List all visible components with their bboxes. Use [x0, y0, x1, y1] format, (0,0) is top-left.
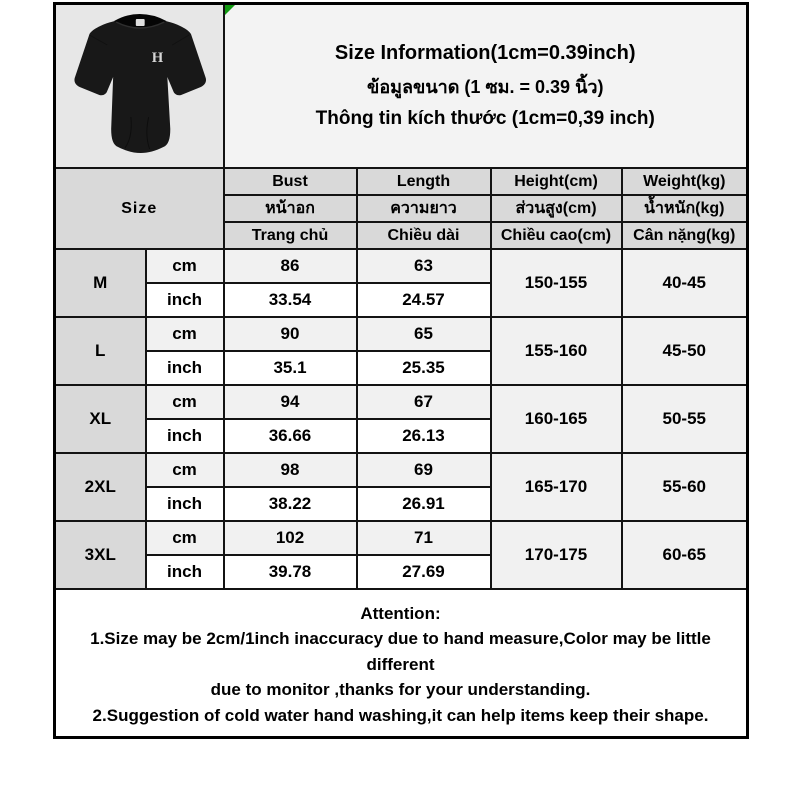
size-label: XL: [55, 385, 146, 453]
height-range: 165-170: [491, 453, 622, 521]
attention-line: 1.Size may be 2cm/1inch inaccuracy due to hand measure,Color may be little different: [90, 629, 711, 674]
col-header-bust-vi: Trang chủ: [224, 222, 357, 249]
attention-line: 2.Suggestion of cold water hand washing,it can help items keep their shape.: [92, 705, 709, 725]
table-row: [55, 249, 748, 283]
length-cm: 69: [357, 453, 491, 487]
size-label: 3XL: [55, 521, 146, 589]
col-header-bust-en: Bust: [224, 168, 357, 195]
bust-cm: 90: [224, 317, 357, 351]
col-header-height-th: ส่วนสูง(cm): [491, 195, 622, 222]
col-header-weight-en: Weight(kg): [622, 168, 748, 195]
size-label: M: [55, 249, 146, 317]
unit-label-inch: inch: [146, 419, 224, 453]
length-cm: 71: [357, 521, 491, 555]
height-range: 170-175: [491, 521, 622, 589]
height-range: 155-160: [491, 317, 622, 385]
length-inch: 27.69: [357, 555, 491, 589]
tshirt-image: [56, 5, 223, 167]
table-row: [55, 385, 748, 419]
weight-range: 60-65: [622, 521, 748, 589]
unit-label-cm: cm: [146, 453, 224, 487]
col-header-bust-th: หน้าอก: [224, 195, 357, 222]
length-inch: 26.91: [357, 487, 491, 521]
title-english: Size Information(1cm=0.39inch): [334, 42, 636, 64]
length-cm: 65: [357, 317, 491, 351]
unit-label-inch: inch: [146, 487, 224, 521]
title-thai: ข้อมูลขนาด (1 ซม. = 0.39 นิ้ว): [367, 77, 604, 97]
title-vietnamese: Thông tin kích thước (1cm=0,39 inch): [315, 108, 655, 129]
size-header: Size: [55, 168, 224, 249]
unit-label-inch: inch: [146, 351, 224, 385]
length-inch: 25.35: [357, 351, 491, 385]
product-photo-cell: [55, 4, 224, 169]
attention-note: [55, 589, 748, 737]
bust-inch: 35.1: [224, 351, 357, 385]
title-cell: [224, 4, 748, 169]
unit-label-cm: cm: [146, 249, 224, 283]
bust-inch: 36.66: [224, 419, 357, 453]
length-cm: 67: [357, 385, 491, 419]
weight-range: 45-50: [622, 317, 748, 385]
col-header-length-th: ความยาว: [357, 195, 491, 222]
col-header-weight-th: น้ำหนัก(kg): [622, 195, 748, 222]
weight-range: 50-55: [622, 385, 748, 453]
length-inch: 26.13: [357, 419, 491, 453]
weight-range: 55-60: [622, 453, 748, 521]
bust-inch: 33.54: [224, 283, 357, 317]
bust-cm: 102: [224, 521, 357, 555]
length-inch: 24.57: [357, 283, 491, 317]
col-header-weight-vi: Cân nặng(kg): [622, 222, 748, 249]
excel-corner-flag-icon: [225, 5, 235, 15]
size-label: L: [55, 317, 146, 385]
weight-range: 40-45: [622, 249, 748, 317]
size-table: [53, 2, 749, 739]
attention-line: due to monitor ,thanks for your understanding.: [210, 680, 591, 699]
height-range: 160-165: [491, 385, 622, 453]
col-header-height-vi: Chiều cao(cm): [491, 222, 622, 249]
bust-cm: 86: [224, 249, 357, 283]
unit-label-cm: cm: [146, 521, 224, 555]
unit-label-inch: inch: [146, 283, 224, 317]
col-header-length-vi: Chiều dài: [357, 222, 491, 249]
attention-heading: Attention:: [360, 603, 441, 623]
bust-inch: 38.22: [224, 487, 357, 521]
table-row: [55, 521, 748, 555]
bust-cm: 98: [224, 453, 357, 487]
size-label: 2XL: [55, 453, 146, 521]
bust-cm: 94: [224, 385, 357, 419]
unit-label-cm: cm: [146, 385, 224, 419]
table-row: [55, 317, 748, 351]
col-header-length-en: Length: [357, 168, 491, 195]
collar-tag: [136, 19, 145, 26]
bust-inch: 39.78: [224, 555, 357, 589]
length-cm: 63: [357, 249, 491, 283]
unit-label-inch: inch: [146, 555, 224, 589]
shirt-logo: H: [151, 49, 164, 67]
height-range: 150-155: [491, 249, 622, 317]
unit-label-cm: cm: [146, 317, 224, 351]
table-row: [55, 453, 748, 487]
col-header-height-en: Height(cm): [491, 168, 622, 195]
